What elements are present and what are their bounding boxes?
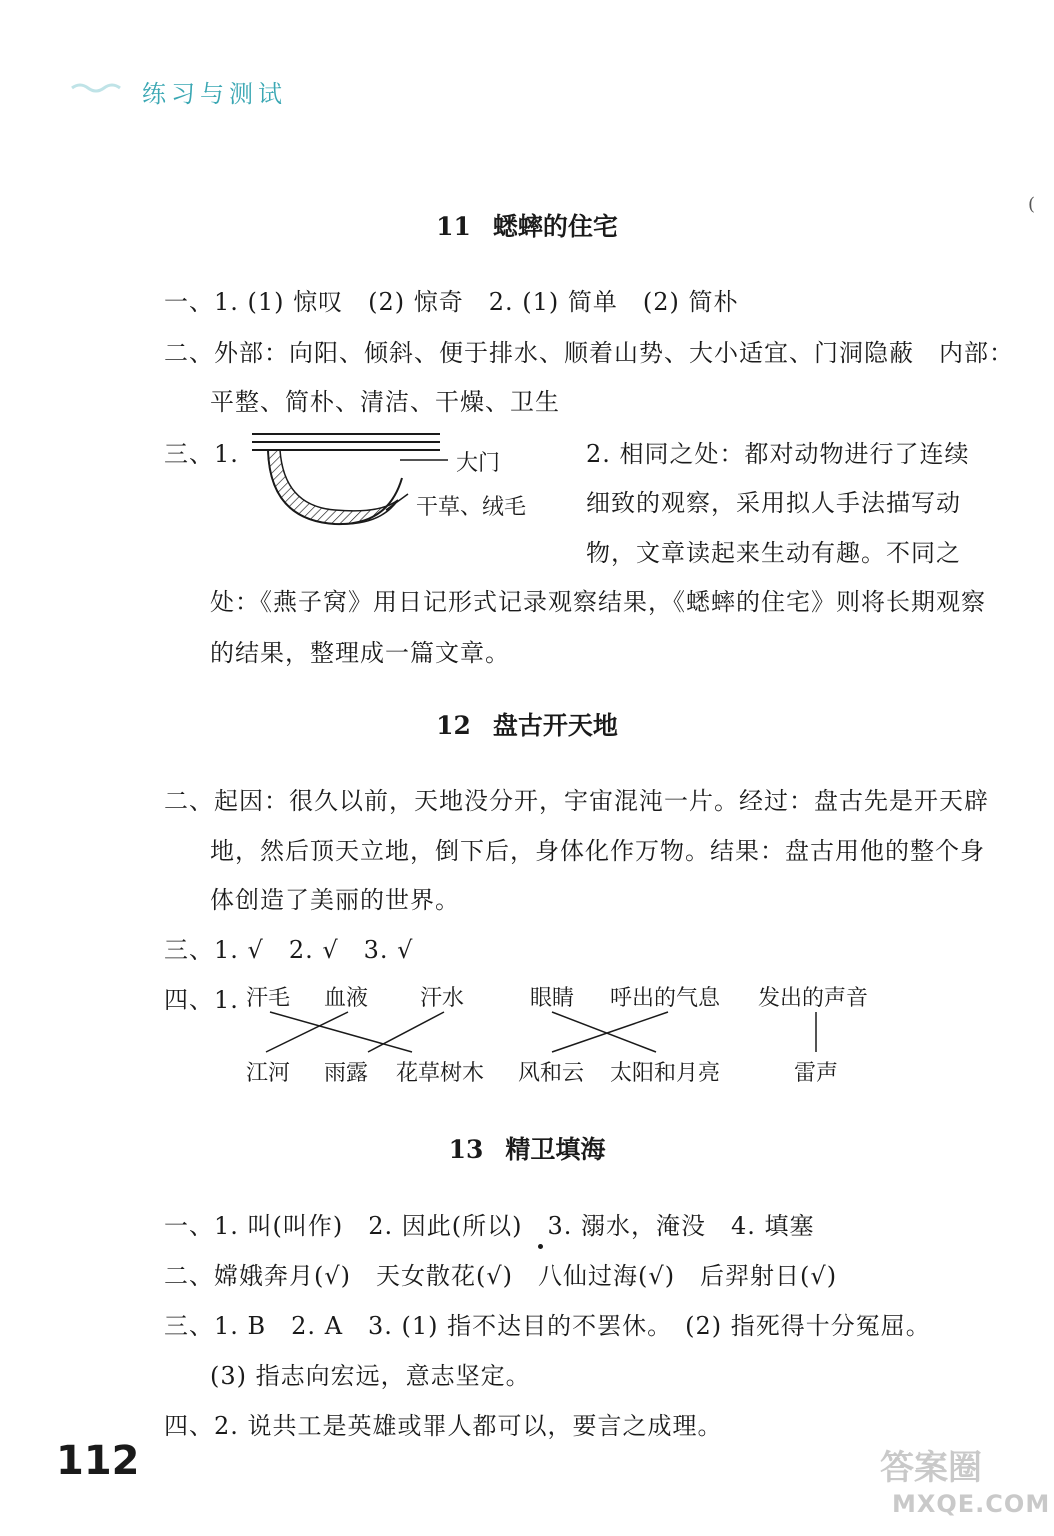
diagram-label-hay: 干草、绒毛 [416, 495, 527, 520]
answer-line: 一、1. (1) 惊叹 (2) 惊奇 2. (1) 简单 (2) 简朴 [164, 288, 739, 316]
answer-line: 三、1. [164, 440, 239, 468]
emphasis-dot [538, 1244, 543, 1249]
answer-line: 地，然后顶天立地，倒下后，身体化作万物。结果：盘古用他的整个身 [210, 837, 985, 865]
answer-line: 一、1. 叫(叫作) 2. 因此(所以) 3. 溺水，淹没 4. 填塞 [164, 1212, 815, 1240]
match-top-item: 汗水 [420, 986, 465, 1011]
match-bottom-item: 江河 [246, 1061, 291, 1086]
page-number: 112 [56, 1438, 140, 1484]
answer-line: 细致的观察，采用拟人手法描写动 [586, 489, 961, 517]
match-bottom-item: 花草树木 [396, 1061, 485, 1086]
answer-line: 二、嫦娥奔月(√) 天女散花(√) 八仙过海(√) 后羿射日(√) [164, 1262, 838, 1290]
match-bottom-item: 雷声 [794, 1061, 839, 1086]
match-top-item: 呼出的气息 [610, 986, 721, 1011]
lesson-number: 13 [448, 1135, 484, 1164]
answer-line: 四、1. [164, 986, 239, 1014]
match-top-item: 发出的声音 [758, 986, 869, 1011]
edge-mark: ( [1028, 194, 1036, 215]
match-top-item: 血液 [324, 986, 369, 1011]
watermark-logo: 答案圈 [880, 1448, 982, 1488]
header-title: 练习与测试 [142, 80, 287, 108]
answer-line: 三、1. √ 2. √ 3. √ [164, 936, 414, 964]
answer-line: (3) 指志向宏远，意志坚定。 [210, 1362, 531, 1390]
answer-line: 的结果，整理成一篇文章。 [210, 639, 510, 667]
lesson-name: 盘古开天地 [492, 711, 618, 740]
match-bottom-item: 雨露 [324, 1061, 369, 1086]
answer-line: 二、外部：向阳、倾斜、便于排水、顺着山势、大小适宜、门洞隐蔽 内部： [164, 339, 1014, 367]
answer-line: 2. 相同之处：都对动物进行了连续 [586, 440, 970, 468]
match-top-item: 眼睛 [530, 986, 575, 1011]
diagram-label-door: 大门 [456, 451, 501, 476]
watermark-url: MXQE.COM [892, 1490, 1051, 1518]
answer-line: 物，文章读起来生动有趣。不同之 [586, 539, 961, 567]
lesson-name: 精卫填海 [505, 1135, 606, 1164]
lesson-name: 蟋蟀的住宅 [492, 212, 618, 241]
match-bottom-item: 风和云 [518, 1061, 585, 1086]
match-bottom-item: 太阳和月亮 [610, 1061, 721, 1086]
lesson-number: 11 [436, 212, 471, 241]
answer-line: 三、1. B 2. A 3. (1) 指不达目的不罢休。 (2) 指死得十分冤屈。 [164, 1312, 931, 1340]
lesson-13-title [0, 1130, 1054, 1166]
answer-line: 四、2. 说共工是英雄或罪人都可以，要言之成理。 [164, 1412, 723, 1440]
lesson-number: 12 [436, 711, 471, 740]
answer-line: 二、起因：很久以前，天地没分开，宇宙混沌一片。经过：盘古先是开天辟 [164, 787, 989, 815]
answer-line: 平整、简朴、清洁、干燥、卫生 [210, 388, 560, 416]
answer-line: 体创造了美丽的世界。 [210, 886, 460, 914]
match-top-item: 汗毛 [246, 986, 291, 1011]
answer-line: 处：《燕子窝》用日记形式记录观察结果，《蟋蟀的住宅》则将长期观察 [210, 588, 986, 616]
